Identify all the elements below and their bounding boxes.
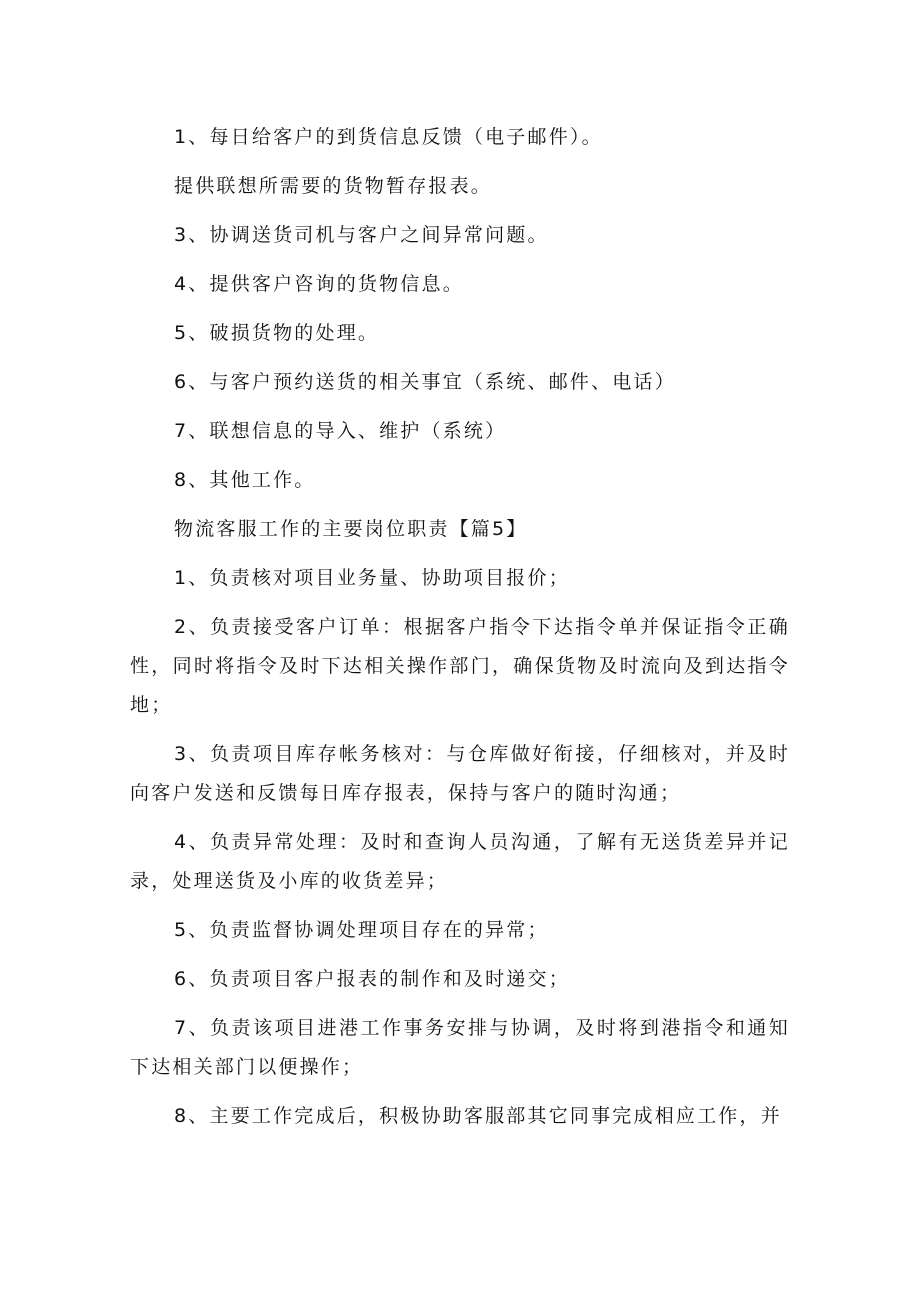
paragraph-1: 1、每日给客户的到货信息反馈（电子邮件）。 bbox=[174, 126, 603, 148]
section-heading: 物流客服工作的主要岗位职责【篇5】 bbox=[174, 518, 528, 540]
duty-item-7: 7、负责该项目进港工作事务安排与协调，及时将到港指令和通知下达相关部门以便操作； bbox=[130, 1017, 790, 1078]
duty-item-6: 6、负责项目客户报表的制作和及时递交； bbox=[174, 968, 570, 990]
paragraph-5: 5、破损货物的处理。 bbox=[174, 322, 380, 344]
duty-item-4: 4、负责异常处理：及时和查询人员沟通，了解有无送货差异并记录，处理送货及小库的收货差异； bbox=[130, 831, 790, 892]
paragraph-6: 6、与客户预约送货的相关事宜（系统、邮件、电话） bbox=[174, 371, 676, 393]
paragraph-2: 提供联想所需要的货物暂存报表。 bbox=[174, 175, 493, 197]
duty-item-5: 5、负责监督协调处理项目存在的异常； bbox=[174, 919, 549, 941]
paragraph-7: 7、联想信息的导入、维护（系统） bbox=[174, 420, 507, 442]
duty-item-1: 1、负责核对项目业务量、协助项目报价； bbox=[174, 567, 570, 589]
paragraph-3: 3、协调送货司机与客户之间异常问题。 bbox=[174, 224, 549, 246]
document-body bbox=[130, 118, 790, 1146]
paragraph-8: 8、其他工作。 bbox=[174, 469, 316, 491]
paragraph-4: 4、提供客户咨询的货物信息。 bbox=[174, 273, 464, 295]
duty-item-2: 2、负责接受客户订单：根据客户指令下达指令单并保证指令正确性，同时将指令及时下达相关操作部门，确保货物及时流向及到达指令地； bbox=[130, 616, 790, 716]
duty-item-3: 3、负责项目库存帐务核对：与仓库做好衔接，仔细核对，并及时向客户发送和反馈每日库存报表，保持与客户的随时沟通； bbox=[130, 743, 790, 804]
duty-item-8: 8、主要工作完成后，积极协助客服部其它同事完成相应工作，并 bbox=[174, 1105, 782, 1127]
